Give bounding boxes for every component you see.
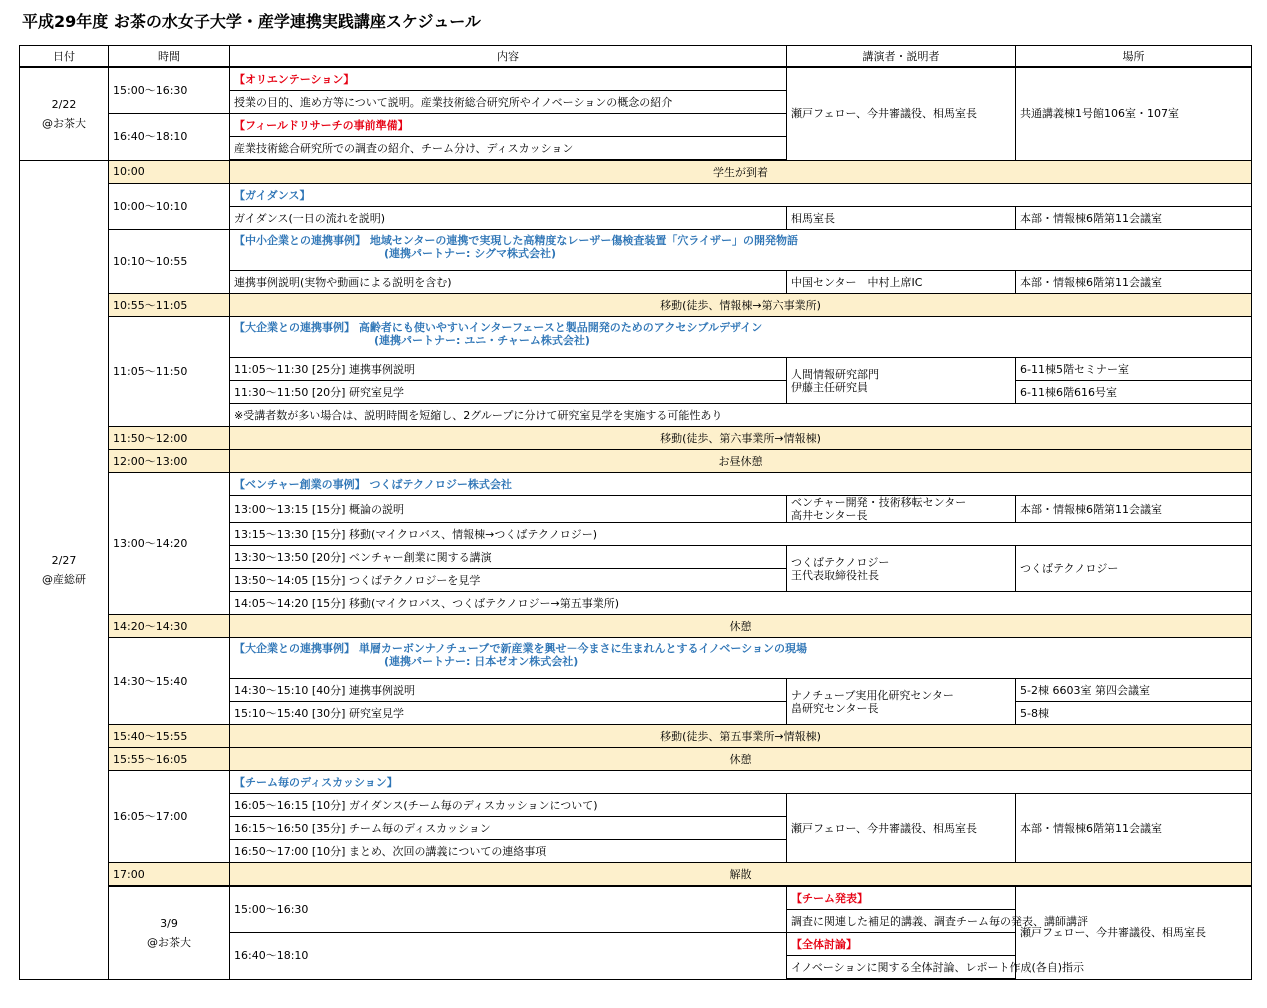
header-date: 日付	[20, 46, 109, 68]
lecturer-cell	[787, 358, 1016, 404]
date-cell	[109, 886, 230, 979]
table-row	[20, 67, 1252, 91]
time-cell: 11:50〜12:00	[109, 427, 230, 450]
session-partner: (連携パートナー: ユニ・チャーム株式会社)	[374, 334, 590, 347]
content-cell: 11:30〜11:50 [20分] 研究室見学	[230, 381, 787, 404]
content-cell: 13:15〜13:30 [15分] 移動(マイクロバス、情報棟→つくばテクノロジー)	[230, 523, 1252, 546]
header-content: 内容	[230, 46, 787, 68]
time-cell: 17:00	[109, 863, 230, 887]
place-cell: 本部・情報棟6階第11会議室	[1016, 207, 1252, 230]
content-cell: 14:05〜14:20 [15分] 移動(マイクロバス、つくばテクノロジー→第五事業所)	[230, 592, 1252, 615]
content-cell: ガイダンス(一日の流れを説明)	[230, 207, 787, 230]
session-title: 【全体討論】	[791, 937, 857, 951]
place-cell: 6-11棟5階セミナー室	[1016, 358, 1252, 381]
page-title: 平成29年度 お茶の水女子大学・産学連携実践講座スケジュール	[22, 12, 481, 31]
content-cell: 16:05〜16:15 [10分] ガイダンス(チーム毎のディスカッションについて)	[230, 794, 787, 817]
time-cell: 13:00〜14:20	[109, 473, 230, 615]
event-cell: 休憩	[230, 748, 1252, 771]
place-cell: 5-8棟	[1016, 702, 1252, 725]
session-title: 【大企業との連携事例】 単層カーボンナノチューブで新産業を興せ－今まさに生まれんとするイノベーションの現場	[234, 642, 807, 655]
time-cell: 16:40〜18:10	[230, 933, 787, 980]
time-cell: 14:20〜14:30	[109, 615, 230, 638]
time-cell: 15:55〜16:05	[109, 748, 230, 771]
content-cell: 13:50〜14:05 [15分] つくばテクノロジーを見学	[230, 569, 787, 592]
event-cell: 移動(徒歩、第六事業所→情報棟)	[230, 427, 1252, 450]
table-row	[20, 427, 1252, 450]
table-row	[20, 863, 1252, 887]
time-cell: 14:30〜15:40	[109, 638, 230, 725]
table-row	[20, 725, 1252, 748]
time-cell: 15:00〜16:30	[230, 886, 787, 933]
event-cell: 移動(徒歩、情報棟→第六事業所)	[230, 294, 1252, 317]
table-row	[20, 771, 1252, 794]
content-cell: 授業の目的、進め方等について説明。産業技術総合研究所やイノベーションの概念の紹介	[230, 91, 787, 114]
time-cell: 11:05〜11:50	[109, 317, 230, 427]
date-location: @お茶大	[147, 935, 191, 949]
time-cell: 10:10〜10:55	[109, 230, 230, 294]
lecturer-name: 王代表取締役社長	[791, 568, 879, 582]
time-cell: 16:40〜18:10	[109, 114, 230, 161]
date-value: 2/27	[51, 553, 77, 567]
lecturer-name: 畠研究センター長	[791, 701, 879, 715]
lecturer-cell: 中国センター 中村上席IC	[787, 271, 1016, 294]
place-cell: つくばテクノロジー	[1016, 546, 1252, 592]
date-cell	[20, 160, 109, 979]
schedule-table	[19, 45, 1252, 980]
time-cell: 16:05〜17:00	[109, 771, 230, 863]
session-heading	[230, 473, 1252, 496]
date-location: @お茶大	[42, 116, 86, 130]
place-cell: 本部・情報棟6階第11会議室	[1016, 271, 1252, 294]
date-cell	[20, 67, 109, 160]
session-heading	[230, 184, 1252, 207]
time-cell: 10:00	[109, 160, 230, 184]
event-cell: お昼休憩	[230, 450, 1252, 473]
session-heading	[230, 317, 1252, 358]
lecturer-dept: つくばテクノロジー	[791, 555, 890, 569]
lecturer-name: 高井センター長	[791, 509, 868, 522]
table-row	[20, 886, 1252, 910]
lecturer-cell	[787, 679, 1016, 725]
session-title: 【大企業との連携事例】 高齢者にも使いやすいインターフェースと製品開発のためのアクセシブルデザイン	[234, 321, 763, 334]
session-heading	[230, 114, 787, 137]
session-heading	[230, 638, 1252, 679]
event-cell: 移動(徒歩、第五事業所→情報棟)	[230, 725, 1252, 748]
time-cell: 10:55〜11:05	[109, 294, 230, 317]
lecturer-cell: 瀬戸フェロー、今井審議役、相馬室長	[787, 67, 1016, 160]
content-cell: 産業技術総合研究所での調査の紹介、チーム分け、ディスカッション	[230, 137, 787, 161]
lecturer-cell	[787, 546, 1016, 592]
table-row	[20, 638, 1252, 679]
lecturer-cell: 相馬室長	[787, 207, 1016, 230]
content-cell: 13:30〜13:50 [20分] ベンチャー創業に関する講演	[230, 546, 787, 569]
table-row	[20, 748, 1252, 771]
session-heading	[787, 933, 1016, 956]
session-title: 【チーム発表】	[791, 891, 868, 905]
session-title: 【フィールドリサーチの事前準備】	[234, 118, 409, 132]
place-cell: 共通講義棟1号館106室・107室	[1016, 67, 1252, 160]
place-cell: 5-2棟 6603室 第四会議室	[1016, 679, 1252, 702]
table-row	[20, 317, 1252, 358]
session-heading	[230, 67, 787, 91]
date-value: 2/22	[51, 97, 77, 111]
header-row	[20, 46, 1252, 68]
note-cell: ※受講者数が多い場合は、説明時間を短縮し、2グループに分けて研究室見学を実施する可能性あり	[230, 404, 1252, 427]
time-cell: 15:40〜15:55	[109, 725, 230, 748]
session-heading	[230, 771, 1252, 794]
content-cell: 16:50〜17:00 [10分] まとめ、次回の講義についての連絡事項	[230, 840, 787, 863]
table-row	[20, 160, 1252, 184]
lecturer-name: 伊藤主任研究員	[791, 380, 868, 394]
place-cell: 本部・情報棟6階第11会議室	[1016, 496, 1252, 523]
session-partner: (連携パートナー: 日本ゼオン株式会社)	[384, 655, 579, 668]
time-cell: 10:00〜10:10	[109, 184, 230, 230]
session-title: 【チーム毎のディスカッション】	[234, 775, 398, 789]
time-cell: 15:00〜16:30	[109, 67, 230, 114]
session-heading	[787, 886, 1016, 910]
event-cell: 解散	[230, 863, 1252, 887]
session-title: 【中小企業との連携事例】 地域センターの連携で実現した高精度なレーザー傷検査装置「穴ライザー」の開発物語	[234, 234, 799, 247]
table-row	[20, 294, 1252, 317]
session-title: 【オリエンテーション】	[234, 72, 355, 86]
table-row	[20, 450, 1252, 473]
lecturer-cell: 瀬戸フェロー、今井審議役、相馬室長	[1016, 886, 1252, 979]
content-cell: 11:05〜11:30 [25分] 連携事例説明	[230, 358, 787, 381]
session-title: 【ベンチャー創業の事例】 つくばテクノロジー株式会社	[234, 477, 512, 491]
lecturer-dept: ナノチューブ実用化研究センター	[791, 688, 954, 702]
lecturer-cell	[787, 496, 1016, 523]
content-cell: 連携事例説明(実物や動画による説明を含む)	[230, 271, 787, 294]
header-lecturer: 講演者・説明者	[787, 46, 1016, 68]
time-cell: 12:00〜13:00	[109, 450, 230, 473]
header-time: 時間	[109, 46, 230, 68]
table-row	[20, 473, 1252, 496]
content-cell: 13:00〜13:15 [15分] 概論の説明	[230, 496, 787, 523]
table-row	[20, 615, 1252, 638]
content-cell: 14:30〜15:10 [40分] 連携事例説明	[230, 679, 787, 702]
content-cell: イノベーションに関する全体討論、レポート作成(各自)指示	[787, 956, 1016, 980]
table-row	[20, 230, 1252, 271]
place-cell: 6-11棟6階616号室	[1016, 381, 1252, 404]
content-cell: 調査に関連した補足的講義、調査チーム毎の発表、講師講評	[787, 910, 1016, 933]
lecturer-cell: 瀬戸フェロー、今井審議役、相馬室長	[787, 794, 1016, 863]
event-cell: 学生が到着	[230, 160, 1252, 184]
session-title: 【ガイダンス】	[234, 188, 311, 202]
content-cell: 16:15〜16:50 [35分] チーム毎のディスカッション	[230, 817, 787, 840]
date-value: 3/9	[160, 916, 178, 930]
session-heading	[230, 230, 1252, 271]
place-cell: 本部・情報棟6階第11会議室	[1016, 794, 1252, 863]
content-cell: 15:10〜15:40 [30分] 研究室見学	[230, 702, 787, 725]
session-partner: (連携パートナー: シグマ株式会社)	[384, 247, 557, 260]
lecturer-dept: ベンチャー開発・技術移転センター	[791, 496, 967, 509]
header-place: 場所	[1016, 46, 1252, 68]
table-row	[20, 184, 1252, 207]
lecturer-dept: 人間情報研究部門	[791, 367, 879, 381]
date-location: @産総研	[42, 572, 86, 586]
event-cell: 休憩	[230, 615, 1252, 638]
